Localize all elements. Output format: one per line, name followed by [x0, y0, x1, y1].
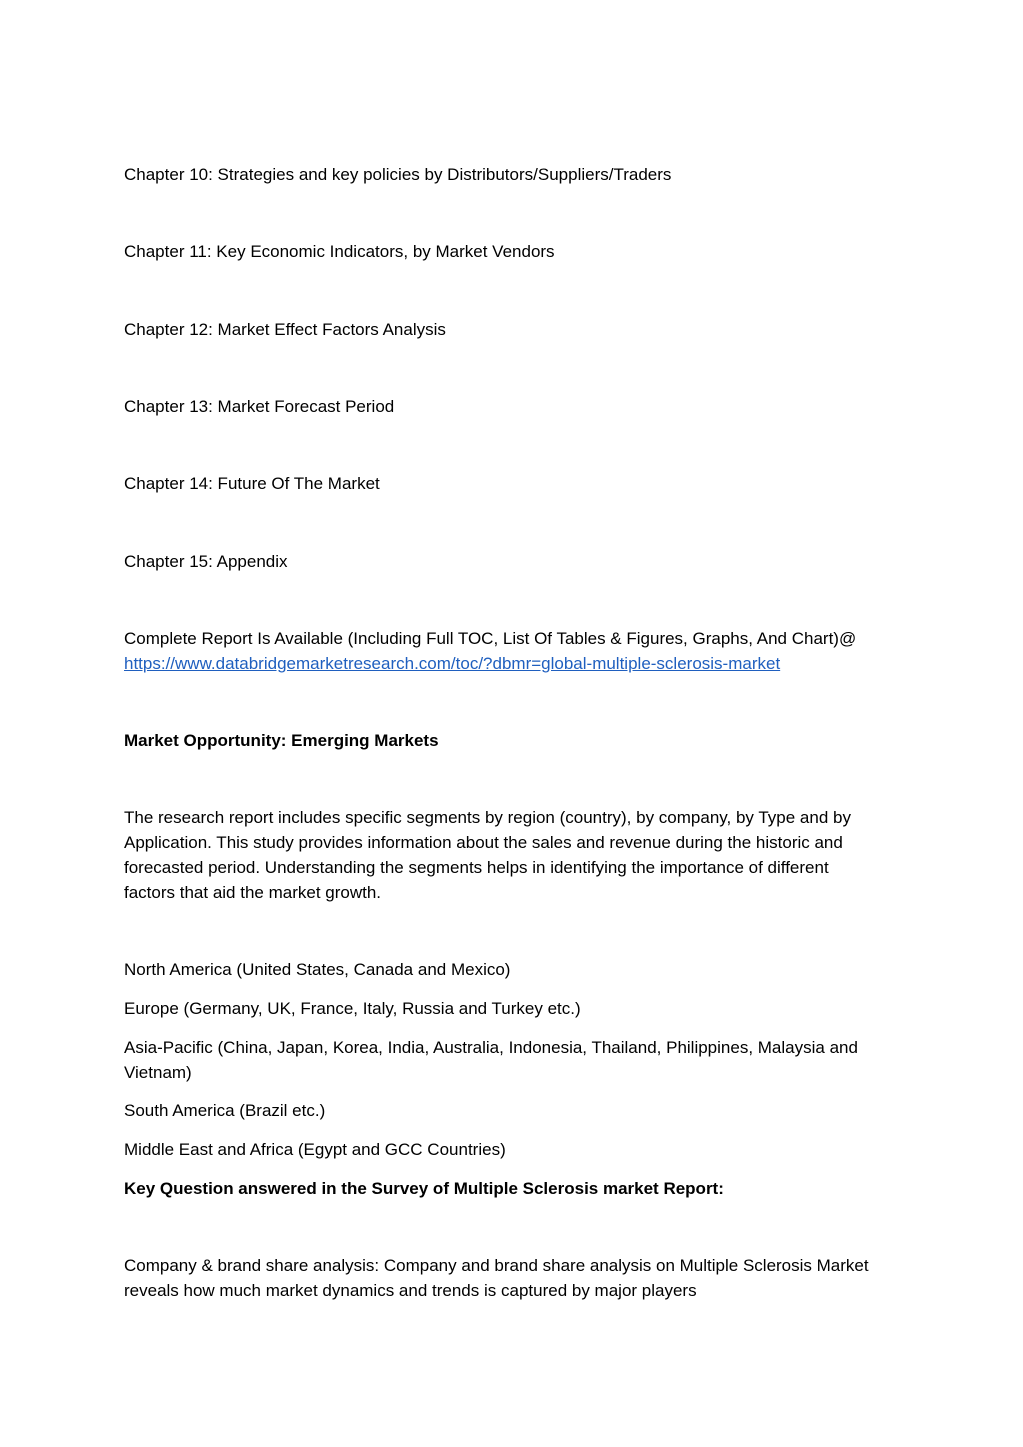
chapter-14: Chapter 14: Future Of The Market: [124, 474, 380, 493]
region-asia-pacific: Asia-Pacific (China, Japan, Korea, India, Australia, Indonesia, Thailand, Philippines, Malaysia and Vietnam): [124, 1038, 858, 1082]
complete-report-text: Complete Report Is Available (Including Full TOC, List Of Tables & Figures, Graphs, And Chart)@: [124, 629, 857, 648]
chapter-12: Chapter 12: Market Effect Factors Analysis: [124, 320, 446, 339]
region-north-america: North America (United States, Canada and Mexico): [124, 960, 511, 979]
brand-share-paragraph: Company & brand share analysis: Company and brand share analysis on Multiple Sclerosis Market reveals how much market dynamics and trends is captured by major players: [124, 1256, 869, 1300]
chapter-10: Chapter 10: Strategies and key policies by Distributors/Suppliers/Traders: [124, 165, 672, 184]
region-middle-east-africa: Middle East and Africa (Egypt and GCC Countries): [124, 1140, 506, 1159]
complete-report-link-wrap: [124, 651, 904, 676]
chapter-15: Chapter 15: Appendix: [124, 552, 288, 571]
key-question-heading: Key Question answered in the Survey of Multiple Sclerosis market Report:: [124, 1179, 724, 1198]
opportunity-heading: Market Opportunity: Emerging Markets: [124, 731, 439, 750]
segments-paragraph: The research report includes specific segments by region (country), by company, by Type and by Application. This study provides information about the sales and revenue during the historic and forecasted period. Understanding the segments helps in identifying the importance of different factors that aid the market growth.: [124, 808, 851, 902]
chapter-11: Chapter 11: Key Economic Indicators, by Market Vendors: [124, 242, 555, 261]
chapter-13: Chapter 13: Market Forecast Period: [124, 397, 395, 416]
complete-report-link[interactable]: https://www.databridgemarketresearch.com/toc/?dbmr=global-multiple-sclerosis-market: [124, 654, 781, 673]
region-europe: Europe (Germany, UK, France, Italy, Russia and Turkey etc.): [124, 999, 581, 1018]
region-south-america: South America (Brazil etc.): [124, 1101, 326, 1120]
